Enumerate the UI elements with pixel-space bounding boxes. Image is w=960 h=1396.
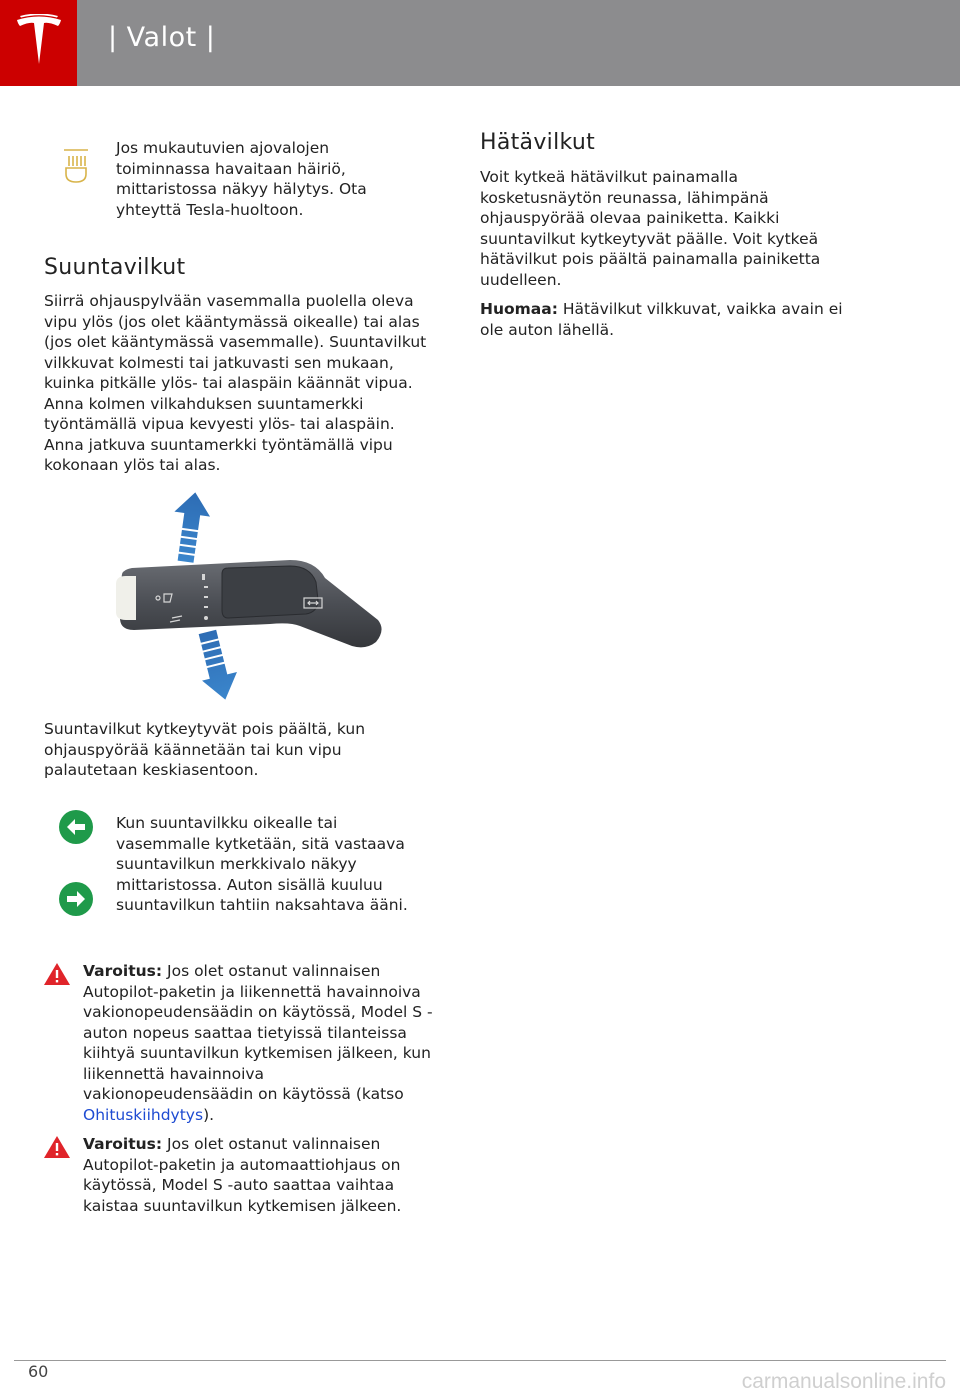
- adaptive-headlight-note: Jos mukautuvien ajovalojen toiminnassa havaitaan häiriö, mittaristossa näkyy hälytys. Ota yhteyttä Tesla-huoltoon.: [116, 139, 367, 219]
- turn-left-indicator-icon: [59, 810, 93, 844]
- warning-text: Jos olet ostanut valinnaisen Autopilot-paketin ja automaattiohjaus on käytössä, Model S -auto saattaa vaihtaa kaistaa suuntavilkun kytkemisen jälkeen.: [83, 1135, 402, 1215]
- warning-text-end: ).: [203, 1105, 215, 1124]
- hazard-note: [480, 299, 860, 340]
- warning-icon: [43, 962, 71, 986]
- warning-autopilot-speed: [83, 961, 438, 1125]
- adaptive-headlight-icon: [60, 146, 92, 186]
- turn-signals-body: Siirrä ohjauspylvään vasemmalla puolella oleva vipu ylös (jos olet kääntymässä oikealle) tai alas (jos olet kääntymässä vasemmalle). Suuntavilkut vilkkuvat kolmesti tai jatkuvasti sen mukaan, kuinka pitkälle ylös- tai alaspäin käännät vipua. Anna kolmen vilkahduksen suuntamerkki työntämällä vipua kevyesti ylös- tai alaspäin. Anna jatkuva suuntamerkki työntämällä vipu kokonaan ylös tai alas.: [44, 292, 427, 474]
- warning-label: Varoitus:: [83, 962, 163, 980]
- section-title: | Valot |: [108, 22, 216, 53]
- header-bar: [0, 0, 960, 86]
- tesla-logo: [0, 0, 77, 86]
- turn-right-indicator-icon: [59, 882, 93, 916]
- warning-text: Jos olet ostanut valinnaisen Autopilot-paketin ja liikennettä havainnoiva vakionopeudensäädin on käytössä, Model S -auton nopeus saattaa tietyissä tilanteissa kiihtyä suuntavilkun kytkemisen jälkeen, kun liikennettä havainnoiva vakionopeudensäädin on käytössä (katso: [83, 962, 433, 1103]
- hazard-body: Voit kytkeä hätävilkut painamalla kosketusnäytön reunassa, lähimpänä ohjauspyörää olevaa painiketta. Kaikki suuntavilkut kytkeytyvät päälle. Voit kytkeä hätävilkut pois päältä painamalla painiketta uudelleen.: [480, 168, 821, 289]
- arrow-up-icon: [168, 490, 213, 564]
- warning-lane-change: [83, 1134, 438, 1216]
- tesla-logo-icon: [14, 14, 64, 72]
- note-text: Hätävilkut vilkkuvat, vaikka avain ei ole auton lähellä.: [480, 300, 843, 339]
- warning-label: Varoitus:: [83, 1135, 163, 1153]
- turn-signal-stalk-image: [110, 490, 390, 705]
- note-label: Huomaa:: [480, 300, 558, 318]
- turn-signals-heading: Suuntavilkut: [44, 255, 186, 280]
- page-number: 60: [28, 1362, 49, 1381]
- hazard-heading: Hätävilkut: [480, 130, 596, 155]
- turn-signals-off-text: Suuntavilkut kytkeytyvät pois päältä, kun ohjauspyörää käännetään tai kun vipu palautetaan keskiasentoon.: [44, 720, 366, 779]
- watermark: carmanualsonline.info: [741, 1370, 946, 1393]
- indicator-note: Kun suuntavilkku oikealle tai vasemmalle kytketään, sitä vastaava suuntavilkun merkkivalo näkyy mittaristossa. Auton sisällä kuuluu suuntavilkun tahtiin naksahtava ääni.: [116, 814, 408, 914]
- warning-icon: [43, 1135, 71, 1159]
- footer-divider: [14, 1360, 946, 1361]
- ohituskiihdytys-link[interactable]: Ohituskiihdytys: [83, 1105, 204, 1124]
- arrow-down-icon: [191, 627, 243, 704]
